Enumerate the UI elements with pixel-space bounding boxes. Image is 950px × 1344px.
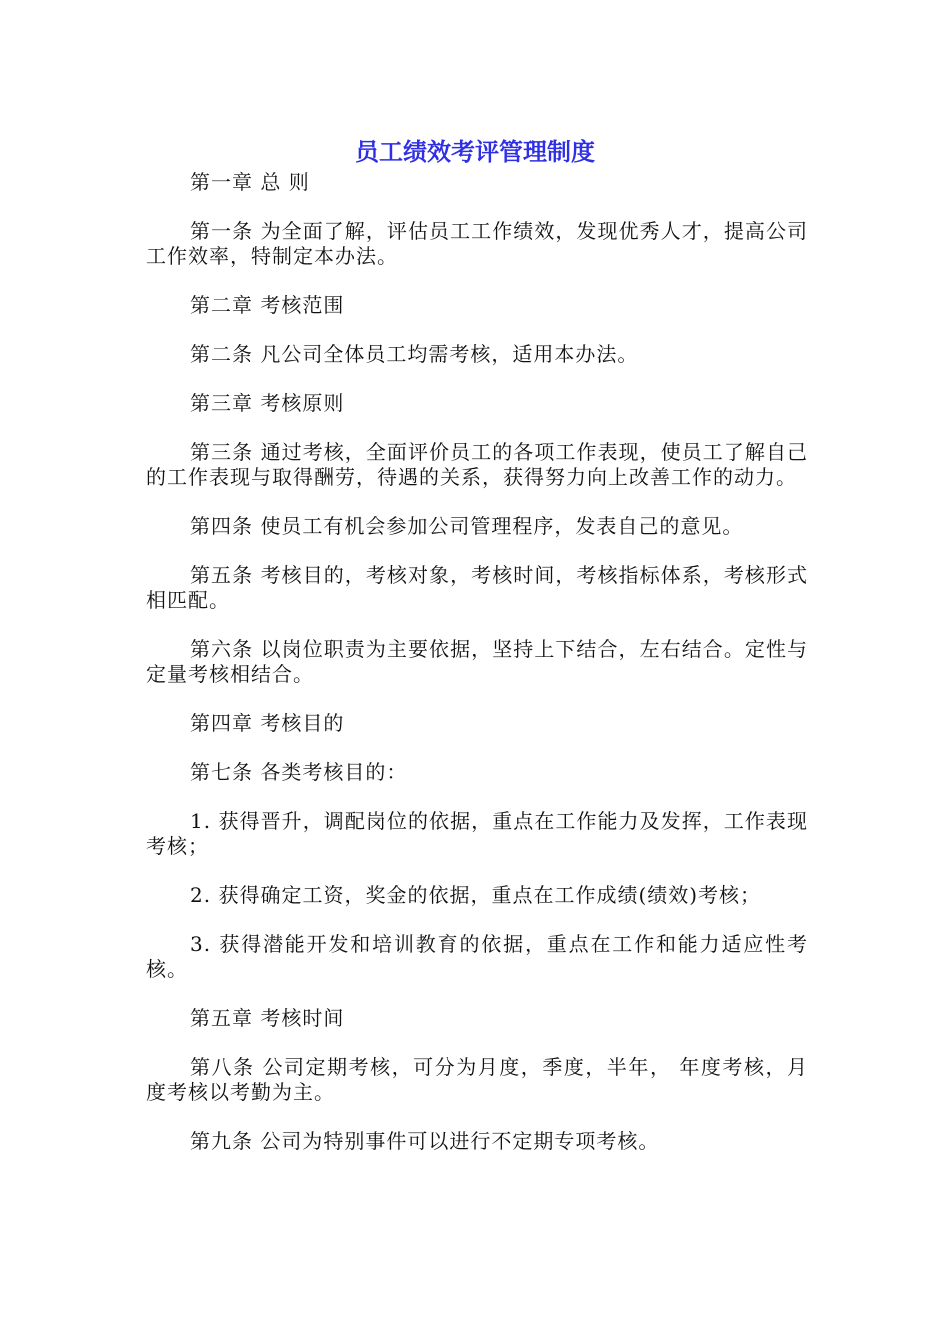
- list-item: 2. 获得确定工资，奖金的依据，重点在工作成绩(绩效)考核；: [190, 883, 762, 907]
- document-body: [146, 170, 808, 1178]
- chapter-heading: 第五章 考核时间: [190, 1006, 345, 1030]
- article-paragraph: 第一条 为全面了解，评估员工工作绩效，发现优秀人才，提高公司工作效率，特制定本办法。: [146, 219, 808, 268]
- article-paragraph: 第七条 各类考核目的：: [190, 760, 408, 784]
- article-paragraph: 第五条 考核目的，考核对象，考核时间，考核指标体系，考核形式相匹配。: [146, 563, 808, 612]
- article-paragraph: 第九条 公司为特别事件可以进行不定期专项考核。: [190, 1129, 660, 1153]
- article-paragraph: 第二条 凡公司全体员工均需考核，适用本办法。: [190, 342, 639, 366]
- document-title: 员工绩效考评管理制度: [355, 138, 595, 166]
- list-item: 1. 获得晋升，调配岗位的依据，重点在工作能力及发挥，工作表现考核；: [146, 809, 808, 858]
- list-item: 3. 获得潜能开发和培训教育的依据，重点在工作和能力适应性考核。: [146, 932, 808, 981]
- chapter-heading: 第二章 考核范围: [190, 293, 345, 317]
- article-paragraph: 第八条 公司定期考核，可分为月度，季度，半年， 年度考核，月度考核以考勤为主。: [146, 1055, 808, 1104]
- article-paragraph: 第三条 通过考核，全面评价员工的各项工作表现，使员工了解自己的工作表现与取得酬劳，待遇的关系，获得努力向上改善工作的动力。: [146, 440, 808, 489]
- article-paragraph: 第六条 以岗位职责为主要依据，坚持上下结合，左右结合。定性与定量考核相结合。: [146, 637, 808, 686]
- article-paragraph: 第四条 使员工有机会参加公司管理程序，发表自己的意见。: [190, 514, 744, 538]
- chapter-heading: 第四章 考核目的: [190, 711, 345, 735]
- chapter-heading: 第一章 总 则: [190, 170, 310, 194]
- chapter-heading: 第三章 考核原则: [190, 391, 345, 415]
